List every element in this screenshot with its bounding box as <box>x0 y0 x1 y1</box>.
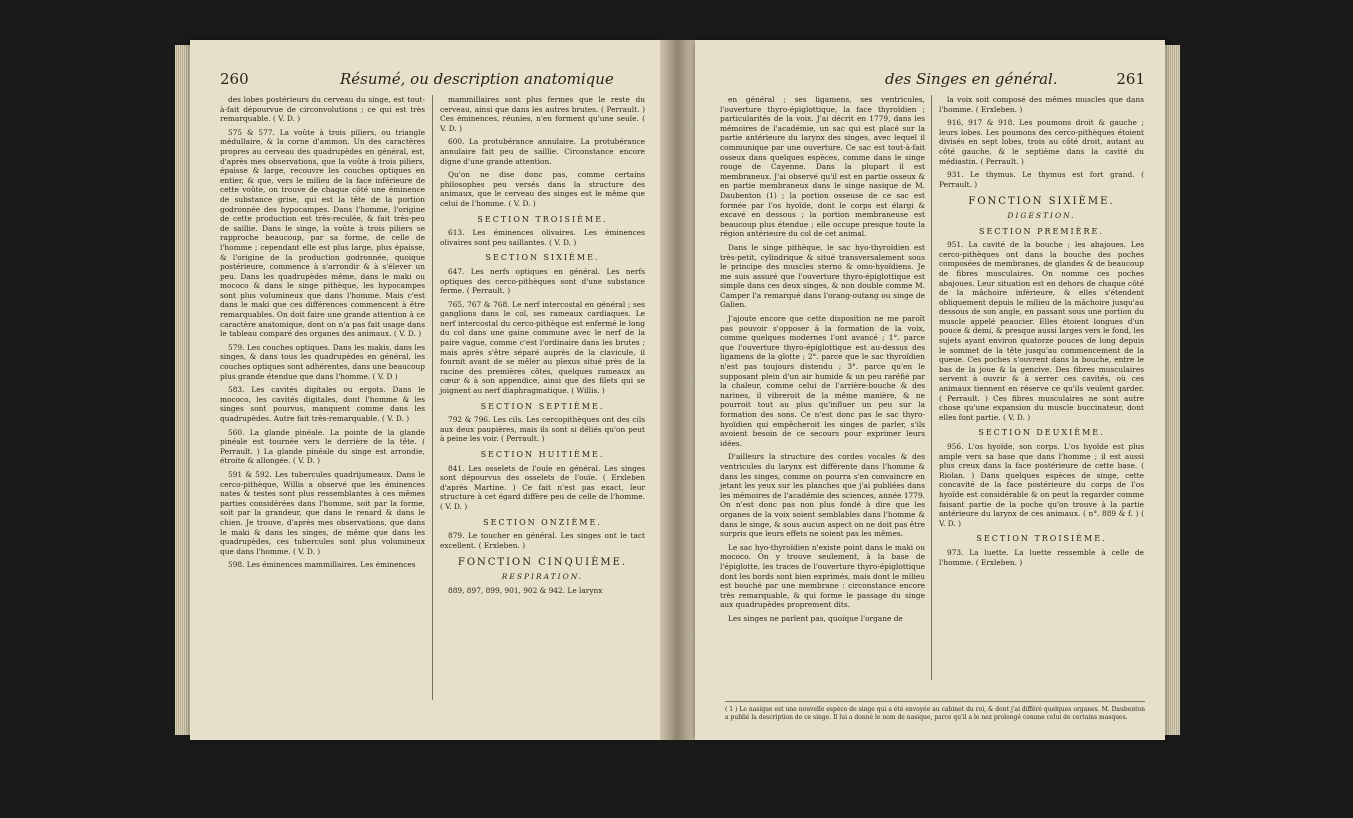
paragraph: Qu'on ne dise donc pas, comme certains philosophes peu versés dans la structure des animaux, que le cerveau des singes est le même que celui de l'homme. ( V. D. ) <box>440 170 645 208</box>
section-heading: FONCTION SIXIÈME. <box>968 196 1115 208</box>
paragraph: des lobes postérieurs du cerveau du singe, est tout-à-fait dépourvue de circonvolutions ; ce qui est très remarquable. ( V. D. ) <box>220 95 425 124</box>
section-heading: SECTION SIXIÈME. <box>485 253 600 263</box>
left-page <box>190 40 660 740</box>
paragraph: 579. Les couches optiques. Dans les makis, dans les singes, & dans tous les quadrupèdes en général, les couches optiques sont adhérentes, dans une beaucoup plus grande étendue que dans l'homme. ( V. D ) <box>220 342 426 381</box>
section-heading: SECTION SEPTIÈME. <box>480 401 605 411</box>
section-heading: SECTION ONZIÈME. <box>483 517 602 527</box>
paragraph: mammillaires sont plus fermes que le reste du cerveau, ainsi que dans les autres brutes. ( Perrault. ) Ces éminences, réunies, n'en forment qu'une seule. ( V. D. ) <box>440 95 645 133</box>
right-header <box>725 70 1145 92</box>
book-spine <box>660 40 695 740</box>
paragraph: 560. La glande pinéale. La pointe de la glande pinéale est tournée vers le derrière de la tête. ( Perrault. ) La glande pinéale du singe est arrondie, étroite & allongée. ( V. D. ) <box>220 427 425 466</box>
paragraph: 931. Le thymus. Le thymus est fort grand. ( Perrault. ) <box>939 170 1144 189</box>
right-page <box>695 40 1165 740</box>
paragraph: 591 & 592. Les tubercules quadrijumeaux. Dans le cerco-pithèque, Willis a observé que les éminences nates & testes sont plus ressemblantes à ces mêmes parties considérées dans l'homme, soit par la forme, soit par la grandeur, que dans le renard & dans le chien. Je trouve, d'après mes observations, que dans le maki & dans les singes, de même que dans les quadrupèdes, ces tubercules sont plus volumineux que dans l'homme. ( V. D. ) <box>220 469 425 556</box>
left-column-2 <box>440 95 645 599</box>
paragraph: 889, 897, 899, 901, 902 & 942. Le larynx <box>448 585 603 595</box>
footnote: ( 1 ) Le nasique est une nouvelle espèce de singe qui a été envoyée au cabinet du roi, & dont j'ai différé quelques organes. M. Daubenton a publié la description de ce singe. Il lui a donné le nom de nasique, parce qu'il a le nez prolongé comme celui de certains masques. <box>725 701 1145 722</box>
paragraph: 575 & 577. La voûte à trois piliers, ou triangle médullaire, & la corne d'ammon. Un des caractères propres au cerveau des quadrupèdes en général, est, d'après mes observations, que la voûte à trois piliers, épaisse & large, recouvre les couches optiques en entier, & que, vers le milieu de la face inférieure de cette voûte, on trouve de chaque côté une éminence de substance grise, qui est la tête de la portion godronnée des hypocampes. Dans l'homme, l'origine de cette production est très-reculée, & fait très-peu de saillie. Dans le singe, la voûte à trois piliers se rapproche beaucoup, par sa forme, de celle de l'homme ; cependant elle est plus large, plus épaisse, & l'origine de la production godronnée, quoique postérieure, commence à s'arrondir & à s'élever un peu. Dans les quadrupèdes même, dans le maki ou mococo & dans le singe pithèque, les hypocampes sont plus volumineux que dans l'homme. Mais c'est dans le maki que ces différences commencent à être remarquables. On doit faire une grande attention à ce caractère anatomique, dont on n'a pas fait usage dans le tableau comparé des organes des animaux. ( V. D. ) <box>220 127 425 339</box>
paragraph: 951. La cavité de la bouche ; les abajoues. Les cerco-pithèques ont dans la bouche des poches composées de membranes, de glandes & de beaucoup de fibres musculaires. On nomme ces poches abajoues. Leur situation est en dehors de chaque côté de la mâchoire inférieure, & elles s'étendent obliquement depuis le milieu de la mâchoire jusqu'au dessous de son angle, en passant sous une portion du muscle appelé peaucier. Elles étoient longues d'un pouce & demi, & presque aussi larges vers le fond, les sujets ayant environ quatorze pouces de long depuis le sommet de la tête jusqu'au commencement de la queue. Ces poches s'ouvrent dans la bouche, entre le bas de la joue & la gencive. Des fibres musculaires servent à ouvrir & à serrer ces cavités, où ces animaux tiennent en réserve ce qu'ils veulent garder. ( Perrault. ) Ces fibres musculaires ne sont autre chose qu'une expansion du muscle buccinateur, dont elles font partie. ( V. D. ) <box>939 240 1144 422</box>
paragraph: 583. Les cavités digitales ou ergots. Dans le mococo, les cavités digitales, dont l'homme & les singes sont pourvus, manquent comme dans les quadrupèdes. Autre fait très-remarquable. ( V. D. ) <box>220 385 425 423</box>
column-rule <box>432 95 433 700</box>
section-heading: SECTION TROISIÈME. <box>976 534 1107 544</box>
page-number: 261 <box>1116 70 1145 88</box>
paragraph: la voix soit composé des mêmes muscles que dans l'homme. ( Erxleben. ) <box>939 95 1144 114</box>
section-heading: SECTION TROISIÈME. <box>477 214 608 224</box>
running-head: des Singes en général. <box>885 70 1058 88</box>
section-heading: SECTION PREMIÈRE. <box>979 226 1104 236</box>
paragraph: 916, 917 & 918. Les poumons droit & gauche ; leurs lobes. Les poumons des cerco-pithèques étoient divisés en sept lobes, trois au côté droit, autant au côté gauche, & le septième dans la cavité du médiastin. ( Perrault. ) <box>939 118 1144 166</box>
left-header <box>220 70 640 92</box>
section-heading: SECTION DEUXIÈME. <box>978 428 1105 438</box>
paragraph: J'ajoute encore que cette disposition ne me paroît pas pouvoir s'opposer à la formation de la voix, comme quelques modernes l'ont avancé ; 1°. parce que l'ouverture thyro-épiglottique est au-dessus des ligamens de la glotte ; 2°. parce que le sac thyroïdien n'est pas toujours distendu ; 3°. parce qu'en le supposant plein d'un air humide & un peu raréfié par la chaleur, comme celui de l'arrière-bouche & des narines, il vibreroit de la même manière, & ne pourroit tout au plus qu'influer un peu sur la formation des sons. Ce n'est donc pas le sac thyro-hyoïdien qui empêcheroit les singes de parler, s'ils avoient besoin de ce secours pour exprimer leurs idées. <box>720 314 925 448</box>
paragraph: 613. Les éminences olivaires. Les éminences olivaires sont peu saillantes. ( V. D. ) <box>440 228 645 247</box>
section-heading: FONCTION CINQUIÈME. <box>457 557 628 569</box>
paragraph: 879. Le toucher en général. Les singes ont le tact excellent. ( Erxleben. ) <box>440 531 645 550</box>
paragraph: Les singes ne parlent pas, quoique l'organe de <box>728 613 903 623</box>
paragraph: D'ailleurs la structure des cordes vocales & des ventricules du larynx est différente dans l'homme & dans les singes, comme on pourra s'en convaincre en jetant les yeux sur les planches que j'ai publiées dans les mémoires de l'académie des sciences, année 1779. On n'est donc pas non plus fondé à dire que les organes de la voix soient semblables dans l'homme & dans le singe, & sous aucun aspect on ne doit pas être surpris que leurs effets ne soient pas les mêmes. <box>720 452 925 539</box>
paragraph: 973. La luette. La luette ressemble à celle de l'homme. ( Erxleben. ) <box>939 547 1144 567</box>
paragraph: Le sac hyo-thyroïdien n'existe point dans le maki ou mococo. On y trouve seulement, à la base de l'épiglotte, les traces de l'ouverture thyro-épiglottique dont les bords sont bien exprimés, mais dont le milieu est bouché par une membrane : circonstance encore très remarquable, & qui forme le passage du singe aux quadrupèdes proprement dits. <box>720 542 925 610</box>
left-column-1 <box>220 95 425 574</box>
paragraph: 598. Les éminences mammillaires. Les éminences <box>228 560 416 570</box>
paragraph: 765, 767 & 768. Le nerf intercostal en général ; ses ganglions dans le col, ses rameaux cardiaques. Le nerf intercostal du cerco-pithèque est enfermé le long du col dans une gaine commune avec le nerf de la paire vague, comme c'est l'ordinaire dans les brutes ; mais après s'être séparé auprès de la clavicule, il fournit avant de se mêler au plexus situé près de la racine des premières côtes, quelques rameaux au cœur & à son appendice, ainsi que des filets qui se joignent au nerf diaphragmatique. ( Willis. ) <box>440 299 645 396</box>
page-edge-right <box>1165 45 1180 735</box>
paragraph: 600. La protubérance annulaire. La protubérance annulaire fait peu de saillie. Circonstance encore digne d'une grande attention. <box>440 137 645 166</box>
subheading: DIGESTION. <box>1007 210 1076 220</box>
running-head: Résumé, ou description anatomique <box>340 70 614 88</box>
paragraph: 792 & 796. Les cils. Les cercopithèques ont des cils aux deux paupières, mais ils sont si déliés qu'on peut à peine les voir. ( Perrault. ) <box>440 415 645 444</box>
right-column-2 <box>939 95 1144 571</box>
paragraph: Dans le singe pithèque, le sac hyo-thyroïdien est très-petit, cylindrique & situé transversalement sous le principe des muscles sterno & omo-hyoïdiens. Je me suis assuré que l'ouverture thyro-épiglottique est simple dans ces deux singes, & non double comme M. Camper l'a remarqué dans l'orang-outang ou singe de Galien. <box>720 242 925 310</box>
subheading: RESPIRATION. <box>501 571 584 581</box>
right-column-1 <box>720 95 925 627</box>
section-heading: SECTION HUITIÈME. <box>480 450 605 459</box>
paragraph: en général ; ses ligamens, ses ventricules, l'ouverture thyro-épiglottique, la face thyroïdien ; particularités de la voix. J'ai décrit en 1779, dans les mémoires de l'académie, un sac qui est placé sur la partie antérieure du larynx des singes, avec lequel il communique par une ouverture. Ce sac est tout-à-fait osseux dans quelques espèces, comme dans le singe rouge de Cayenne. Dans la plupart il est membraneux. J'ai observé qu'il est en partie osseux & en partie membraneux dans le singe nasique de M. Daubenton (1) ; la portion osseuse de ce sac est formée par l'os hyoïde, dont le corps est élargi & excavé en dessous ; la portion membraneuse est beaucoup plus étendue ; elle occupe presque toute la région antérieure du col de cet animal. <box>720 95 925 239</box>
paragraph: 841. Les osselets de l'ouïe en général. Les singes sont dépourvus des osselets de l'ouïe. ( Erxleben d'après Martine. ) Ce fait n'est pas exact, leur structure à cet égard diffère peu de celle de l'homme. ( V. D. ) <box>440 463 645 511</box>
page-edge-left <box>175 45 190 735</box>
page-number: 260 <box>220 70 249 88</box>
paragraph: 647. Les nerfs optiques en général. Les nerfs optiques des cerco-pithèques sont d'une substance ferme. ( Perrault. ) <box>440 266 645 296</box>
column-rule <box>931 95 932 680</box>
paragraph: 956. L'os hyoïde, son corps. L'os hyoïde est plus ample vers sa base que dans l'homme ; il est aussi plus creux dans la face postérieure de cette base. ( Riolan. ) Dans quelques espèces de singe, cette concavité de la face postérieure du corps de l'os hyoïde est considérable & on peut la regarder comme faisant partie de la poche qu'on trouve à la partie antérieure du larynx de ces animaux. ( n°. 889 & f. ) ( V. D. ) <box>939 442 1144 528</box>
